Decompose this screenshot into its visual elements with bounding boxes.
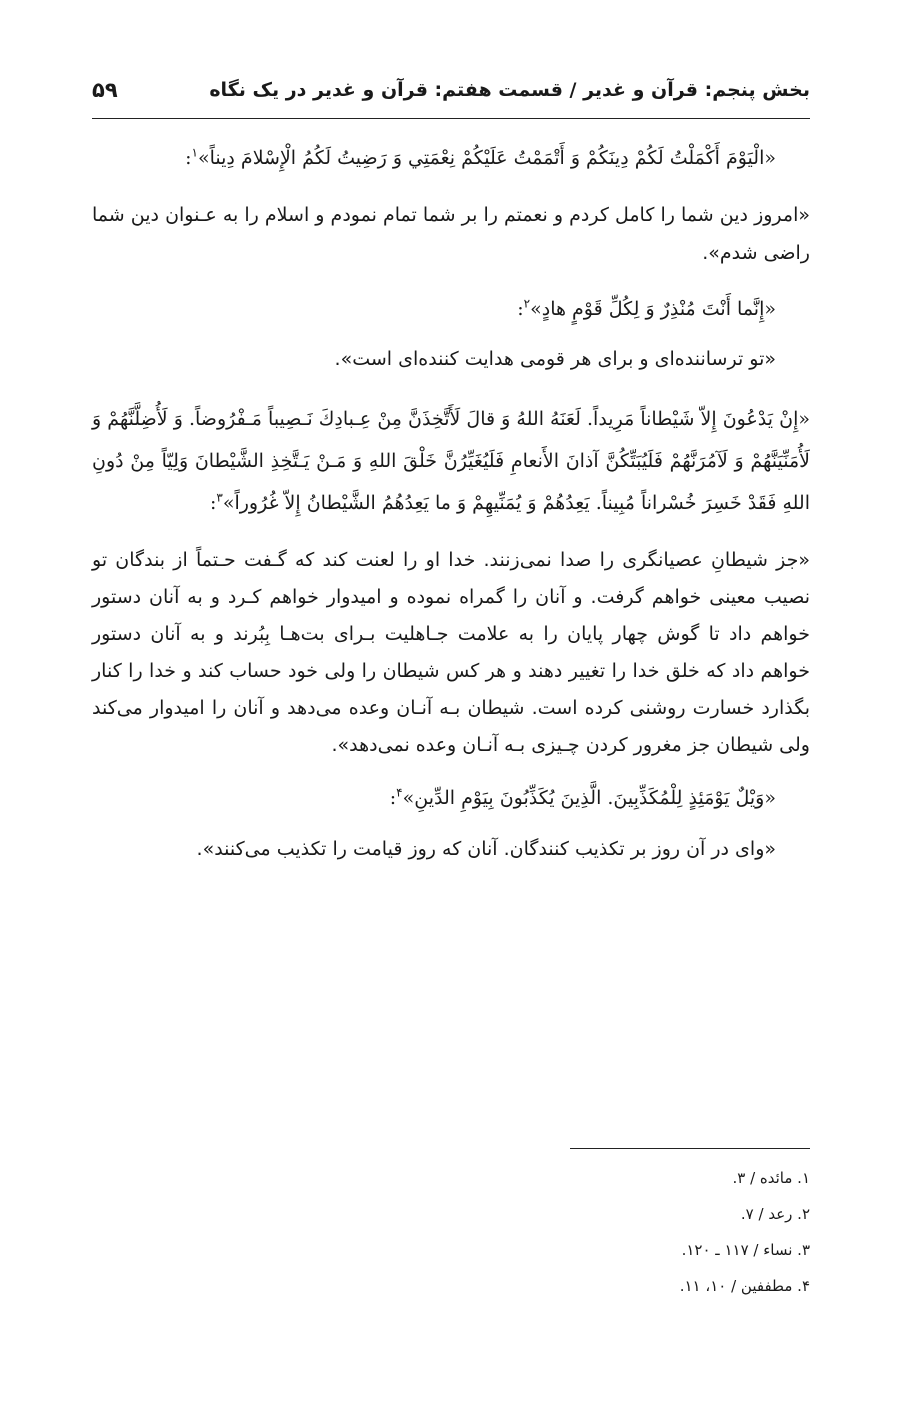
verse-quote-3: [92, 398, 810, 524]
verse-tail: :: [389, 787, 397, 809]
verse-quote-2: [92, 284, 810, 334]
header-divider: [92, 118, 810, 119]
page-body: [92, 132, 810, 868]
translation-3: [92, 542, 810, 764]
translation-text: «وای در آن روز بر تکذیب کنندگان. آنان که روز قیامت را تکذیب می‌کنند».: [196, 838, 776, 860]
verse-tail: :: [517, 298, 524, 320]
footnote-marker: ۲: [523, 296, 531, 311]
running-header-title: بخش پنجم: قرآن و غدیر / قسمت هفتم: قرآن و غدیر در یک نگاه: [209, 79, 810, 101]
translation-text: «جز شیطانِ عصیانگری را صدا نمی‌زنند. خدا او را لعنت کند که گـفت حـتماً از بندگان تو نصیب معینی خواهم گرفت. و آنان را گمراه نموده و امیدوار خواهم کـرد و به آنان دستور خواهم داد تا گوش چهار پایان را به علامت جـاهلیت بـرای بت‌هـا بِبُرند و به آنان دستور خواهم داد که خلق خدا را تغییر دهند و هر کس شیطان را ولی خود حساب کند و خدا را کنار بگذارد خسارت روشنی کرده است. شیطان بـه آنـان وعده می‌دهد و آنان را امیدوار می‌کند ولی شیطان جز مغرور کردن چـیزی بـه آنـان وعده نمی‌دهد».: [92, 549, 810, 756]
verse-text: «الْيَوْمَ أَكْمَلْتُ لَكُمْ دِينَكُمْ وَ أَتْمَمْتُ عَلَيْكُمْ نِعْمَتِي وَ رَضِيتُ لَكُمُ الْإِسْلامَ دِيناً»: [198, 147, 776, 169]
translation-4: [92, 830, 810, 868]
footnotes: [92, 1160, 810, 1304]
translation-2: [92, 340, 810, 378]
footnote-marker: ۳: [216, 490, 223, 505]
footnote-item: ۳. نساء / ۱۱۷ ـ ۱۲۰.: [681, 1241, 810, 1259]
footnote-divider: [570, 1148, 810, 1149]
verse-text: «وَيْلٌ يَوْمَئِذٍ لِلْمُكَذِّبِينَ. الَّذِينَ يُكَذِّبُونَ بِيَوْمِ الدِّينِ»: [402, 787, 776, 809]
running-header: [92, 70, 810, 110]
footnote-item: ۴. مطففین / ۱۰، ۱۱.: [679, 1277, 810, 1295]
verse-tail: :: [209, 492, 217, 514]
translation-text: «تو ترساننده‌ای و برای هر قومی هدایت کننده‌ای است».: [334, 348, 776, 370]
verse-text: «إِنَّما أَنْتَ مُنْذِرٌ وَ لِكُلِّ قَوْمٍ هادٍ»: [530, 298, 776, 320]
translation-1: [92, 196, 810, 272]
translation-text: «امروز دین شما را کامل کردم و نعمتم را بر شما تمام نمودم و اسلام را به عـنوان دین شما راضی شدم».: [92, 204, 810, 264]
verse-text: «إِنْ يَدْعُونَ إِلاّ شَيْطاناً مَرِيداً. لَعَنَهُ اللهُ وَ قالَ لَأَتَّخِذَنَّ مِنْ عِـبادِكَ نَـصِيباً مَـفْرُوضاً. وَ لَأُضِلَّنَّهُمْ وَ لَأُمَنِّيَنَّهُمْ وَ لَآمُرَنَّهُمْ فَلَيُبَتِّكُنَّ آذانَ الأَنعامِ فَلَيُغَيِّرُنَّ خَلْقَ اللهِ وَ مَـنْ يَـتَّخِذِ الشَّيْطانَ وَلِيّاً مِنْ دُونِ اللهِ فَقَدْ خَسِرَ خُسْراناً مُبِيناً. يَعِدُهُمْ وَ يُمَنِّيهِمْ وَ ما يَعِدُهُمُ الشَّيْطانُ إِلاّ غُرُوراً»: [92, 408, 810, 514]
footnote-item: ۱. مائده / ۳.: [732, 1169, 810, 1187]
footnote-item: ۲. رعد / ۷.: [740, 1205, 810, 1223]
page-number: ۵۹: [92, 78, 118, 102]
verse-quote-4: [92, 774, 810, 822]
footnote-marker: ۴: [396, 785, 403, 800]
book-page: [92, 0, 810, 1405]
verse-tail: :: [185, 147, 192, 169]
verse-quote-1: [92, 132, 810, 184]
footnote-marker: ۱: [191, 145, 198, 160]
